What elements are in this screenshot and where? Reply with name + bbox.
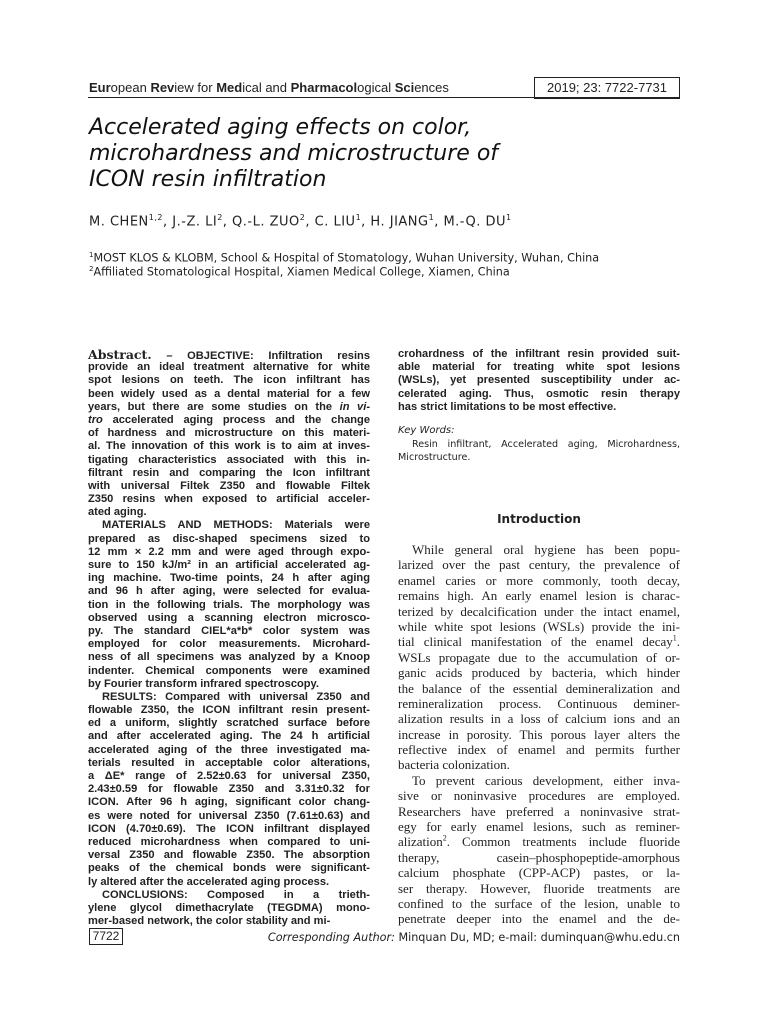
abstract-text: provide an ideal treatment alternative for white <box>88 361 370 374</box>
author-affiliation-sup: 2 <box>217 213 223 222</box>
intro-line <box>398 911 680 926</box>
abstract-line <box>88 717 370 730</box>
reference-marker: 2 <box>442 834 447 844</box>
abstract-line: has strict limitations to be most effective. <box>398 400 617 413</box>
article-title <box>89 115 649 193</box>
intro-text: therapy, casein–phosphopeptide-amorphous <box>398 849 680 865</box>
abstract-line <box>88 506 370 519</box>
abstract-line <box>88 810 370 823</box>
intro-text: ganic acids produced by bacteria, which hinder <box>398 665 680 681</box>
abstract-left-column <box>88 348 370 928</box>
intro-text: remineralization process. Continuous deminer- <box>398 695 680 711</box>
abstract-text: tigating characteristics associated with this in- <box>88 453 370 466</box>
author-affiliation-sup: 1 <box>355 213 362 222</box>
abstract-line <box>88 572 370 585</box>
abstract-line <box>88 902 370 915</box>
abstract-line <box>88 440 370 453</box>
abstract-line <box>88 427 370 440</box>
abstract-text: terials resulted in acceptable color alterations, <box>88 756 370 769</box>
author-affiliation-sup: 1 <box>506 213 512 222</box>
abstract-line <box>88 401 370 414</box>
abstract-line <box>88 493 370 506</box>
abstract-line <box>88 348 370 361</box>
journal-name-part: Pharmacol <box>290 80 358 95</box>
abstract-text: ness of all specimens was analyzed by a Knoop <box>88 651 370 664</box>
abstract-text: reduced microhardness when compared to uni- <box>88 835 370 848</box>
intro-line <box>398 573 680 588</box>
abstract-line <box>88 638 370 651</box>
abstract-text: with universal Filtek Z350 and flowable Filtek <box>88 479 370 492</box>
abstract-line <box>88 796 370 809</box>
intro-line <box>398 819 680 834</box>
abstract-text: observed using a scanning electron microsco- <box>88 611 370 624</box>
abstract-text: by Fourier transform infrared spectroscopy. <box>88 677 319 690</box>
abstract-line <box>88 612 370 625</box>
abstract-line <box>88 730 370 743</box>
author-name: C. LIU <box>314 214 356 230</box>
intro-text: ser therapy. However, fluoride treatments are <box>398 880 680 896</box>
page-number: 7722 <box>89 928 123 945</box>
abstract-text: filtrant resin and comparing the Icon infiltrant <box>88 466 370 479</box>
author-affiliation-sup: 1,2 <box>148 213 164 222</box>
abstract-text: and 96 h after aging, were selected for evalua- <box>88 585 370 598</box>
italic-term: in vi- <box>339 400 371 413</box>
abstract-text: tion in the following trials. The morphology was <box>88 598 370 611</box>
intro-line <box>398 788 680 803</box>
journal-name-part: opean <box>110 80 151 95</box>
abstract-text: prepared as disc-shaped specimens sized to <box>88 532 370 545</box>
abstract-line <box>88 876 370 889</box>
abstract-text: ly altered after the accelerated aging process. <box>88 875 330 888</box>
abstract-line <box>88 678 370 691</box>
keywords-line: Microstructure. <box>398 452 471 463</box>
abstract-line <box>88 691 370 704</box>
intro-text: . Common treatments include fluoride <box>446 834 680 850</box>
abstract-line <box>88 836 370 849</box>
author-affiliation-sup: 2 <box>299 213 306 222</box>
author-name: Q.-L. ZUO <box>232 214 300 230</box>
intro-line <box>398 757 680 772</box>
intro-line <box>398 650 680 665</box>
abstract-text: mer-based network, the color stability and mi- <box>88 915 331 928</box>
keywords-label: Key Words: <box>398 425 455 436</box>
journal-name-part: Med <box>216 80 243 95</box>
journal-name-part: ences <box>414 80 449 95</box>
abstract-line <box>88 599 370 612</box>
intro-line <box>398 619 680 634</box>
intro-line <box>398 881 680 896</box>
abstract-text: ed a uniform, slightly scratched surface before <box>88 717 370 730</box>
intro-text: . <box>676 634 680 650</box>
abstract-line: crohardness of the infiltrant resin provided suit- <box>398 348 680 360</box>
abstract-line <box>88 467 370 480</box>
abstract-line <box>88 480 370 493</box>
intro-line <box>398 634 680 649</box>
abstract-text: indenter. Chemical components were examined <box>88 664 370 677</box>
journal-name-part: Rev <box>150 80 175 95</box>
abstract-line <box>88 519 370 532</box>
abstract-line <box>88 862 370 875</box>
abstract-text: ated aging. <box>88 506 147 519</box>
intro-text: penetrate deeper into the enamel and the de- <box>398 911 680 927</box>
abstract-line: (WSLs), yet presented susceptibility under ac- <box>398 374 680 387</box>
abstract-text: and after accelerated aging. The 24 h artificial <box>88 730 370 743</box>
abstract-text: MATERIALS AND METHODS: Materials were <box>102 519 370 532</box>
abstract-line <box>88 546 370 559</box>
abstract-line: celerated aging. Thus, osmotic resin therapy <box>398 387 680 400</box>
citation-box: 2019; 23: 7722-7731 <box>534 77 680 99</box>
introduction-body <box>398 542 680 927</box>
abstract-line <box>88 651 370 664</box>
abstract-text: – OBJECTIVE: Infiltration resins <box>151 350 370 362</box>
abstract-text: Z350 resins when exposed to artificial acceler- <box>88 493 370 506</box>
intro-line <box>398 542 680 557</box>
abstract-text: a ΔE* range of 2.52±0.63 for universal Z350, <box>88 770 370 782</box>
author-name: M. CHEN <box>89 214 149 230</box>
intro-text: the balance of the essential demineralization and <box>398 680 680 696</box>
intro-line <box>398 696 680 711</box>
intro-line <box>398 604 680 619</box>
abstract-line <box>88 744 370 757</box>
intro-line <box>398 742 680 757</box>
intro-line <box>398 865 680 880</box>
abstract-line <box>88 770 370 783</box>
abstract-line: able material for treating white spot lesions <box>398 361 680 374</box>
abstract-text: flowable Z350, the ICON infiltrant resin present- <box>88 704 370 717</box>
intro-text: larized over the past century, the prevalence of <box>398 557 680 573</box>
title-line: Accelerated aging effects on color, <box>89 115 472 140</box>
abstract-text: ICON (4.70±0.69). The ICON infiltrant displayed <box>88 822 370 835</box>
author-name: H. JIANG <box>370 214 429 230</box>
abstract-line <box>88 889 370 902</box>
intro-line <box>398 804 680 819</box>
journal-name-part: Sci <box>394 80 415 95</box>
abstract-line <box>88 374 370 387</box>
author-list: M. CHEN$^{1,2}$, J.-Z. $LI^2$, Q.-L. ZUO$^2$, C. LIU$^1$, H. JIANG$^1$, M.-Q. $DU^1$ <box>89 213 512 230</box>
abstract-text: ylene glycol dimethacrylate (TEGDMA) mono- <box>88 901 370 914</box>
section-heading-introduction: Introduction <box>497 512 581 526</box>
intro-text: WSLs propagate due to the accumulation of or- <box>398 649 680 665</box>
abstract-line <box>88 757 370 770</box>
intro-text: alization results in a loss of calcium ions and an <box>398 711 680 727</box>
abstract-line <box>88 361 370 374</box>
intro-text: While general oral hygiene has been popu- <box>412 542 680 557</box>
keywords-line: Resin infiltrant, Accelerated aging, Microhardness, <box>412 439 680 450</box>
journal-name-part: iew for <box>174 80 217 95</box>
corresponding-label: Corresponding Author: <box>267 931 395 944</box>
abstract-heading: Abstract. <box>88 347 152 362</box>
intro-line <box>398 665 680 680</box>
abstract-line <box>88 388 370 401</box>
abstract-line <box>88 559 370 572</box>
abstract-text: 2.43±0.59 for flowable Z350 and 3.31±0.32 for <box>88 783 370 796</box>
intro-text: enamel caries or more commonly, tooth decay, <box>398 572 680 588</box>
intro-text: alization <box>398 834 443 850</box>
reference-marker: 1 <box>672 634 677 644</box>
abstract-line <box>88 704 370 717</box>
intro-text: reflective index of enamel and permits further <box>398 742 680 758</box>
affiliation-text: MOST KLOS & KLOBM, School & Hospital of Stomatology, Wuhan University, Wuhan, China <box>93 251 600 265</box>
intro-line <box>398 711 680 726</box>
abstract-line <box>88 823 370 836</box>
journal-name-part: ical and <box>242 80 291 95</box>
affiliation-2 <box>89 265 510 279</box>
author-name: J.-Z. LI <box>172 214 218 230</box>
abstract-text: accelerated aging of the three investigated ma- <box>88 743 370 756</box>
intro-text: sive or noninvasive procedures are employed. <box>398 788 680 804</box>
title-line: ICON resin infiltration <box>89 167 327 192</box>
italic-term: tro <box>88 413 103 426</box>
intro-line <box>398 850 680 865</box>
intro-line <box>398 834 680 849</box>
intro-text: calcium phosphate (CPP-ACP) pastes, or la- <box>398 865 680 881</box>
abstract-text: been widely used as a dental material for a few <box>88 387 370 400</box>
intro-text: Researchers have preferred a noninvasive strat- <box>398 803 680 819</box>
intro-text: bacteria colonization. <box>398 757 510 773</box>
abstract-line <box>88 585 370 598</box>
author-affiliation-sup: 1 <box>428 213 435 222</box>
abstract-text: years, but there are some studies on the in vi- <box>88 400 371 413</box>
journal-name-part: ogical <box>357 80 395 95</box>
intro-text: To prevent carious development, either inva- <box>412 772 680 788</box>
abstract-text: CONCLUSIONS: Composed in a trieth- <box>102 888 370 901</box>
intro-text: remains high. An early enamel lesion is charac- <box>398 588 680 604</box>
abstract-text: al. The innovation of this work is to aim at inves- <box>88 440 370 453</box>
intro-text: while white spot lesions (WSLs) provide the ini- <box>398 618 680 634</box>
intro-text: increase in porosity. This porous layer alters the <box>398 726 680 742</box>
intro-text: egy for early enamel lesions, such as reminer- <box>398 819 680 835</box>
abstract-line <box>88 414 370 427</box>
title-line: microhardness and microstructure of <box>89 141 499 166</box>
intro-line <box>398 896 680 911</box>
abstract-right-column <box>398 348 680 414</box>
affiliation-1 <box>89 251 599 265</box>
abstract-text: RESULTS: Compared with universal Z350 and <box>102 690 370 703</box>
abstract-text: versal Z350 and flowable Z350. The absorption <box>88 849 370 862</box>
affiliation-text: Affiliated Stomatological Hospital, Xiamen Medical College, Xiamen, China <box>93 265 510 279</box>
corresponding-text: Minquan Du, MD; e-mail: duminquan@whu.edu.cn <box>394 931 680 944</box>
abstract-text: spot lesions on teeth. The icon infiltrant has <box>88 374 370 387</box>
abstract-text: ICON. After 96 h aging, significant color chang- <box>88 796 370 809</box>
intro-line <box>398 773 680 788</box>
author-name: M.-Q. DU <box>443 214 506 230</box>
abstract-line <box>88 665 370 678</box>
intro-line <box>398 557 680 572</box>
abstract-line <box>88 915 370 928</box>
abstract-line <box>88 849 370 862</box>
header-rule <box>88 97 680 98</box>
intro-text: tial clinical manifestation of the enamel decay <box>398 634 673 650</box>
abstract-text: ing machine. Two-time points, 24 h after aging <box>88 572 370 585</box>
abstract-line <box>88 625 370 638</box>
abstract-text: employed for color measurements. Microhard- <box>88 638 370 651</box>
abstract-text: 12 mm × 2.2 mm and were aged through expo- <box>88 545 370 558</box>
abstract-text: of hardness and microstructure on this materi- <box>88 427 370 440</box>
keywords <box>398 438 680 464</box>
intro-text: terized by decalcification under the intact enamel, <box>398 603 680 619</box>
affiliation-sup: 2 <box>89 265 94 273</box>
abstract-text: es were noted for universal Z350 (7.61±0.63) and <box>88 809 370 822</box>
abstract-text: sure to 150 kJ/m² in an artificial accelerated ag- <box>88 559 370 571</box>
intro-line <box>398 588 680 603</box>
abstract-line <box>88 454 370 467</box>
abstract-text: peaks of the chemical bonds were significant- <box>88 862 370 875</box>
intro-text: confined to the surface of the lesion, unable to <box>398 895 680 911</box>
intro-line <box>398 727 680 742</box>
abstract-line <box>88 783 370 796</box>
corresponding-author <box>246 931 680 944</box>
intro-line <box>398 681 680 696</box>
abstract-line <box>88 533 370 546</box>
journal-name-part: Eur <box>89 80 111 95</box>
journal-name <box>89 80 449 95</box>
abstract-text: tro accelerated aging process and the change <box>88 413 370 426</box>
affiliation-sup: 1 <box>89 251 94 259</box>
abstract-text: py. The standard CIEL*a*b* color system was <box>88 624 370 637</box>
